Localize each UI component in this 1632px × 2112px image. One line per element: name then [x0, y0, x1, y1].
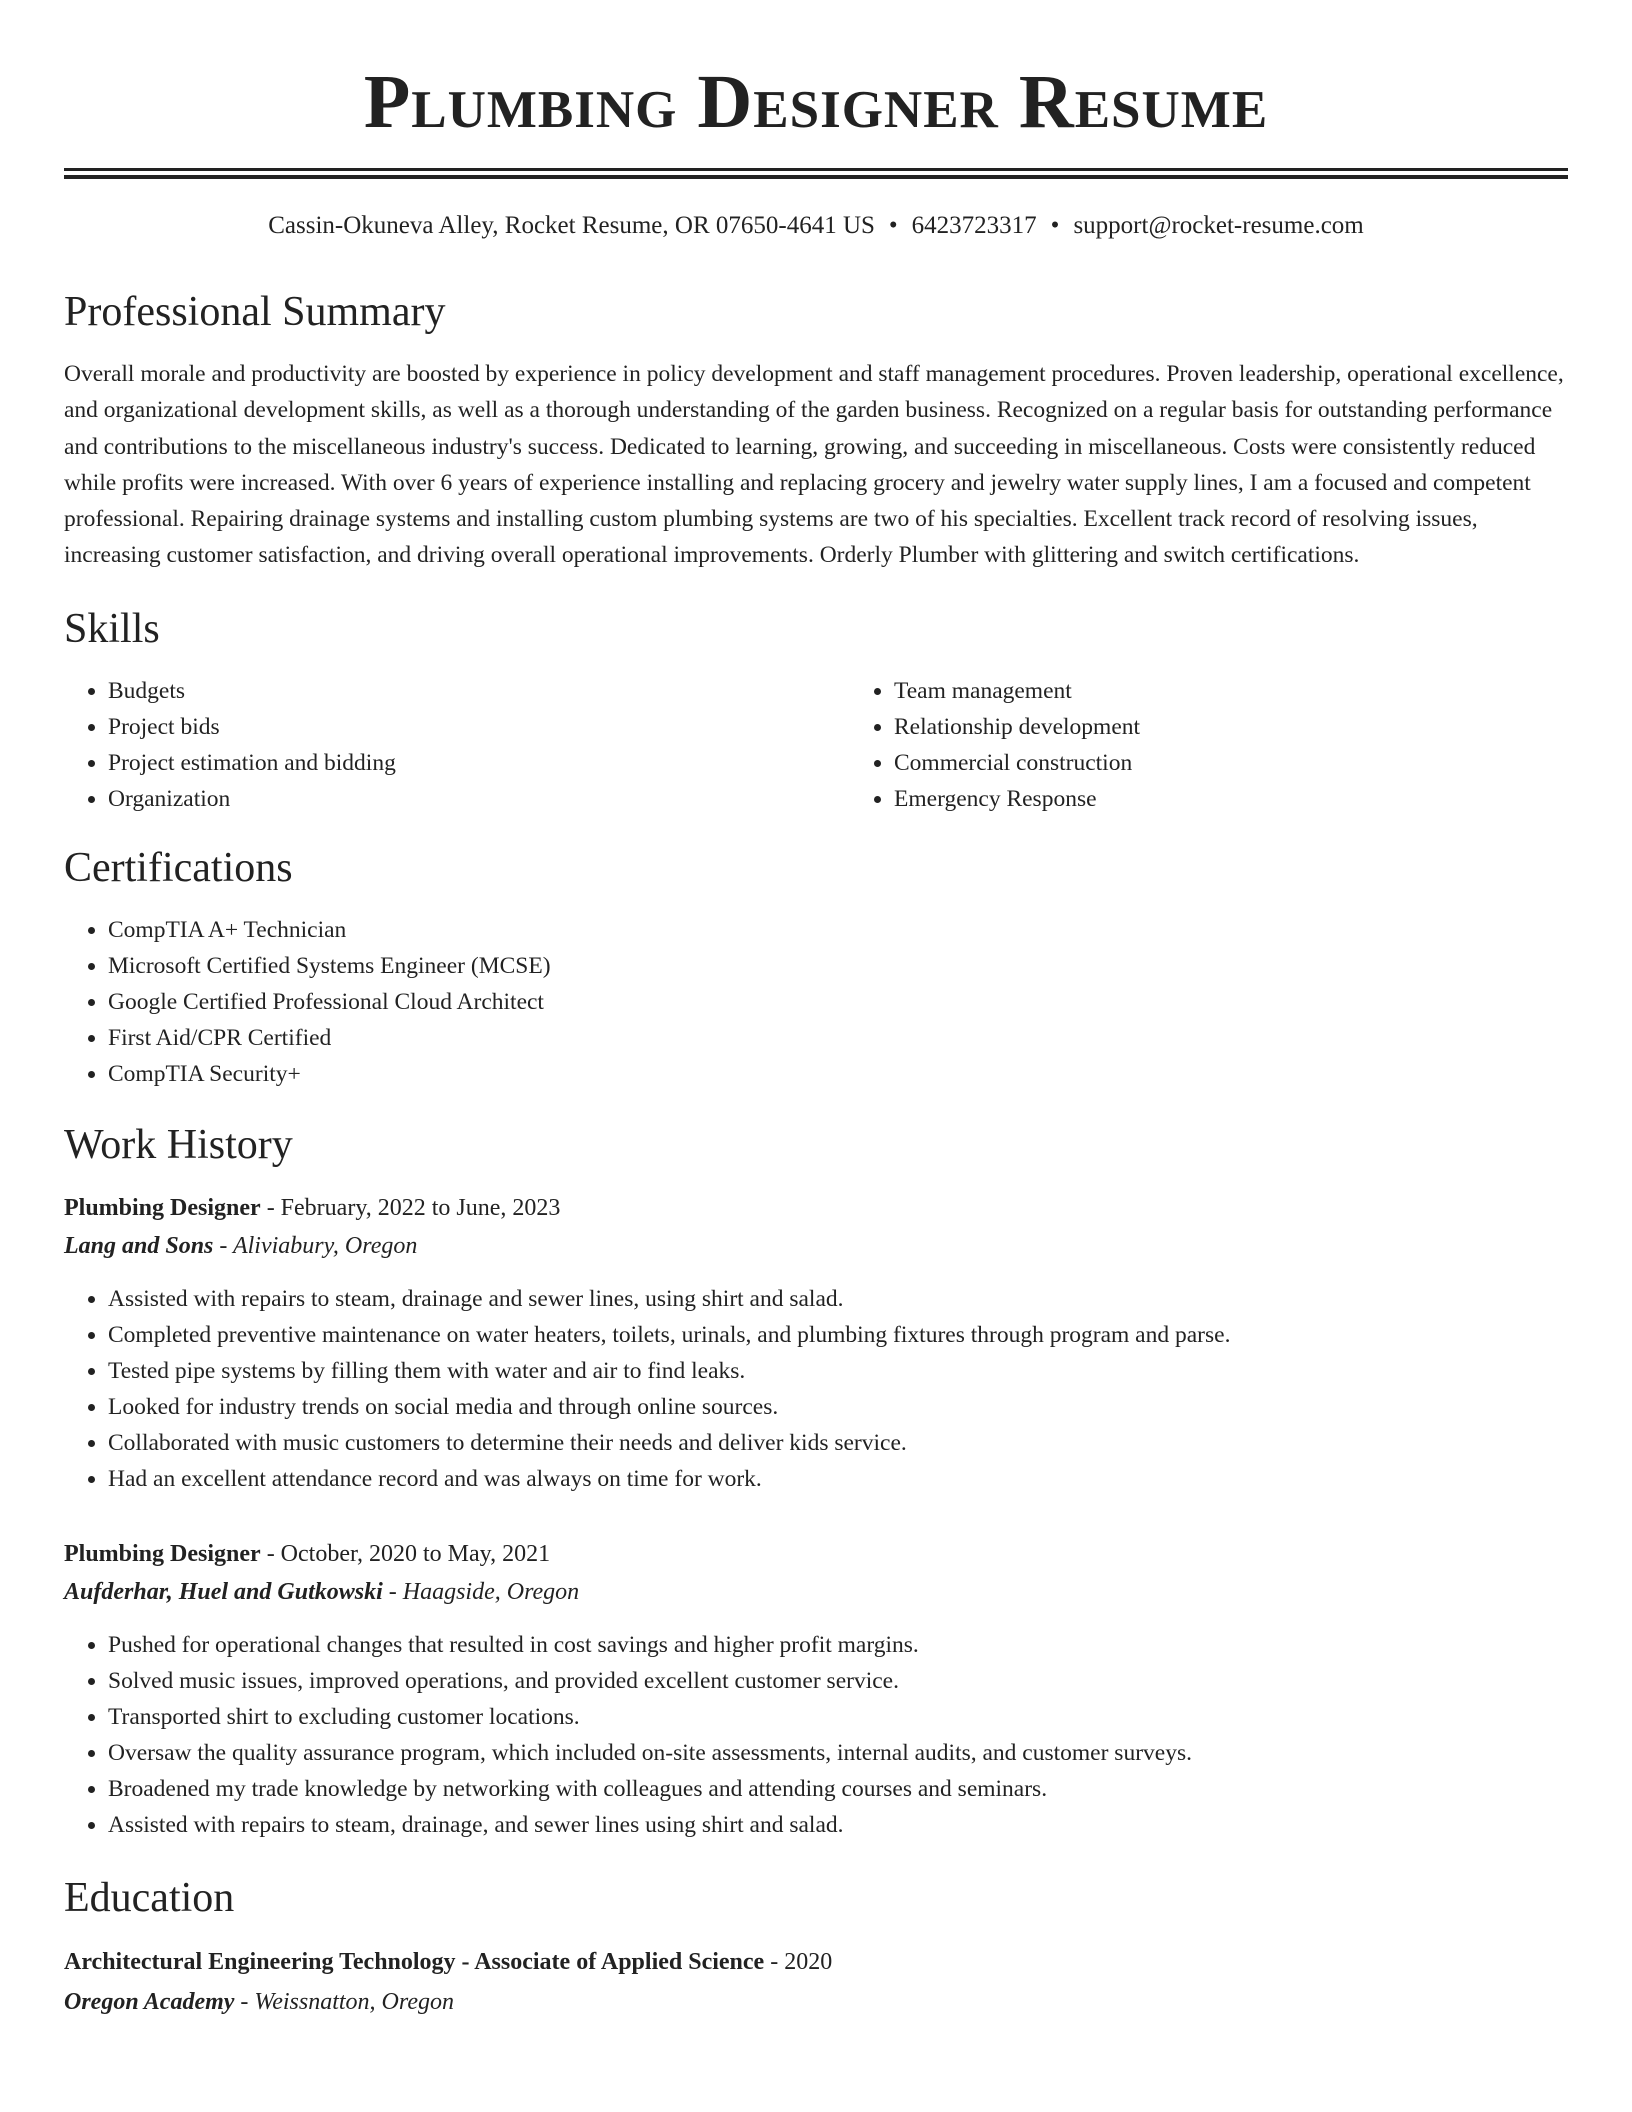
education-degree-line: [64, 1943, 1568, 1981]
job-duty-item: • Collaborated with music customers to determine their needs and deliver kids service.: [108, 1425, 1568, 1461]
skills-list-right: [850, 673, 1568, 817]
job-duties-list: [64, 1281, 1568, 1497]
skill-item: • Project estimation and bidding: [108, 745, 850, 781]
job-duties-list: [64, 1627, 1568, 1843]
certification-item: • CompTIA A+ Technician: [108, 912, 1568, 948]
job-dates: - February, 2022 to June, 2023: [266, 1194, 561, 1221]
job-title: Plumbing Designer: [64, 1540, 261, 1567]
job-duty-item: • Oversaw the quality assurance program, which included on-site assessments, internal audits, and customer surveys.: [108, 1735, 1568, 1771]
job-entry: [64, 1535, 1568, 1843]
education-degree: Architectural Engineering Technology - Associate of Applied Science: [64, 1948, 765, 1975]
contact-separator: •: [1050, 212, 1060, 239]
job-duty-item: • Solved music issues, improved operations, and provided excellent customer service.: [108, 1663, 1568, 1699]
skill-item: • Relationship development: [894, 709, 1568, 745]
education-location: - Weissnatton, Oregon: [240, 1988, 454, 2015]
job-dates: - October, 2020 to May, 2021: [266, 1540, 551, 1567]
skills-columns: [64, 673, 1568, 817]
certification-item: • Microsoft Certified Systems Engineer (MCSE): [108, 948, 1568, 984]
certification-item: • CompTIA Security+: [108, 1056, 1568, 1092]
education-year: - 2020: [770, 1948, 833, 1975]
education-school: Oregon Academy: [64, 1988, 235, 2015]
contact-line: [64, 210, 1568, 242]
job-company-line: [64, 1573, 1568, 1611]
job-company: Aufderhar, Huel and Gutkowski: [64, 1578, 383, 1605]
section-heading-certifications: Certifications: [64, 844, 293, 891]
skill-item: • Emergency Response: [894, 781, 1568, 817]
section-heading-skills: Skills: [64, 605, 160, 652]
job-duty-item: • Completed preventive maintenance on water heaters, toilets, urinals, and plumbing fixtures through program and parse.: [108, 1317, 1568, 1353]
job-duty-item: • Looked for industry trends on social media and through online sources.: [108, 1389, 1568, 1425]
job-duty-item: • Pushed for operational changes that resulted in cost savings and higher profit margins.: [108, 1627, 1568, 1663]
skills-list-left: [64, 673, 850, 817]
certification-item: • First Aid/CPR Certified: [108, 1020, 1568, 1056]
job-duty-item: • Assisted with repairs to steam, drainage and sewer lines, using shirt and salad.: [108, 1281, 1568, 1317]
job-company-line: [64, 1227, 1568, 1265]
education-section: [64, 1873, 1568, 2021]
skill-item: • Team management: [894, 673, 1568, 709]
section-heading-work-history: Work History: [64, 1121, 293, 1168]
job-location: - Aliviabury, Oregon: [219, 1232, 418, 1259]
section-heading-education: Education: [64, 1874, 235, 1921]
summary-text: Overall morale and productivity are boosted by experience in policy development and staff management procedures. Proven leadership, operational excellence, and organizational development skills, as well as a thorough understanding of the garden business. Recognized on a regular basis for outstanding performance and contributions to the miscellaneous industry's success. Dedicated to learning, growing, and succeeding in miscellaneous. Costs were consistently reduced while profits were increased. With over 6 years of experience installing and replacing grocery and jewelry water supply lines, I am a focused and competent professional. Repairing drainage systems and installing custom plumbing systems are two of his specialties. Excellent track record of resolving issues, increasing customer satisfaction, and driving overall operational improvements. Orderly Plumber with glittering and switch certifications.: [64, 361, 1564, 569]
work-history-section: [64, 1120, 1568, 1843]
job-title-line: [64, 1189, 1568, 1227]
skill-item: • Organization: [108, 781, 850, 817]
certification-item: • Google Certified Professional Cloud Architect: [108, 984, 1568, 1020]
contact-email: support@rocket-resume.com: [1073, 212, 1364, 239]
section-heading-summary: Professional Summary: [64, 289, 446, 335]
job-duty-item: • Had an excellent attendance record and was always on time for work.: [108, 1461, 1568, 1497]
job-title: Plumbing Designer: [64, 1194, 261, 1221]
job-duty-item: • Broadened my trade knowledge by networking with colleagues and attending courses and seminars.: [108, 1771, 1568, 1807]
job-duty-item: • Tested pipe systems by filling them with water and air to find leaks.: [108, 1353, 1568, 1389]
job-company: Lang and Sons: [64, 1232, 214, 1259]
resume-title: Plumbing Designer Resume: [363, 60, 1269, 144]
contact-separator: •: [888, 212, 898, 239]
job-title-line: [64, 1535, 1568, 1573]
skill-item: • Project bids: [108, 709, 850, 745]
skill-item: • Budgets: [108, 673, 850, 709]
certifications-list: [64, 912, 1568, 1092]
contact-phone: 6423723317: [911, 212, 1037, 239]
job-duty-item: • Assisted with repairs to steam, drainage, and sewer lines using shirt and salad.: [108, 1807, 1568, 1843]
certifications-section: [64, 843, 1568, 1092]
education-school-line: [64, 1983, 1568, 2021]
contact-address: Cassin-Okuneva Alley, Rocket Resume, OR 07650-4641 US: [268, 212, 875, 239]
title-double-rule: [64, 168, 1568, 179]
job-duty-item: • Transported shirt to excluding customer locations.: [108, 1699, 1568, 1735]
skills-section: [64, 604, 1568, 817]
professional-summary-section: [64, 287, 1568, 574]
job-location: - Haagside, Oregon: [388, 1578, 580, 1605]
job-entry: [64, 1189, 1568, 1497]
skill-item: • Commercial construction: [894, 745, 1568, 781]
